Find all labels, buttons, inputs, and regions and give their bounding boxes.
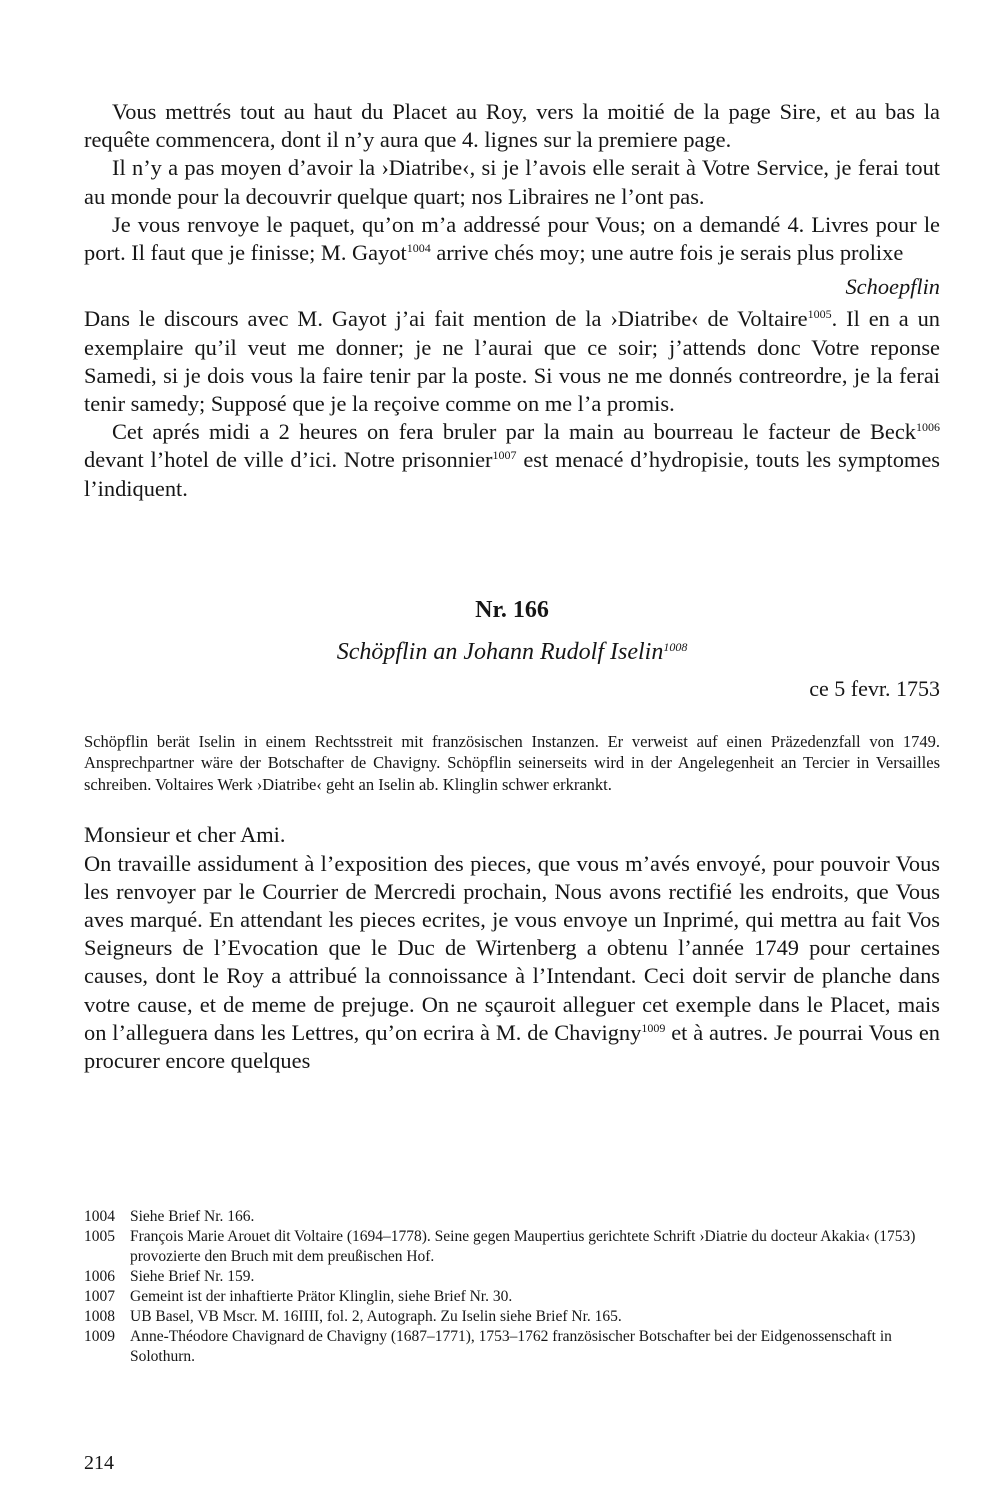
footnote (84, 1307, 940, 1327)
footnote (84, 1227, 940, 1267)
letter-body-text-b: et à autres. Je pourrai Vous en procurer encore quelques (84, 1019, 940, 1073)
footnote (84, 1327, 940, 1367)
footnote-number: 1007 (84, 1288, 115, 1305)
paragraph-3-text-a: Je vous renvoye le paquet, qu’on m’a addressé pour Vous; on a demandé 4. Livres pour le port. Il faut que je finisse; M. Gayot (84, 211, 940, 266)
footnote-text: Gemeint ist der inhaftierte Prätor Klinglin, siehe Brief Nr. 30. (130, 1288, 513, 1305)
addressee-text: Schöpflin an Johann Rudolf Iselin (336, 638, 664, 665)
letter-date: ce 5 fevr. 1753 (809, 675, 940, 701)
page-number: 214 (84, 1452, 114, 1474)
footnote (84, 1287, 940, 1307)
footnote-text: François Marie Arouet dit Voltaire (1694–1778). Seine gegen Maupertius gerichtete Schrift ›Diatrie du docteur Akakia‹ (1753) provozierte den Bruch mit dem preußischen Hof. (130, 1228, 916, 1265)
paragraph-2: Il n’y a pas moyen d’avoir la ›Diatribe‹, si je l’avois elle serait à Votre Service, je ferai tout au monde pour la decouvrir quelque quart; nos Libraires ne l’ont pas. (84, 155, 940, 209)
footnote-text: Anne-Théodore Chavignard de Chavigny (1687–1771), 1753–1762 französischer Botschafter bei der Eidgenossenschaft in Solothurn. (130, 1328, 892, 1365)
letter-summary: Schöpflin berät Iselin in einem Rechtsstreit mit französischen Instanzen. Er verweist auf einen Präzedenzfall von 1749. Ansprechpartner wäre der Botschafter de Chavigny. Schöpflin seinerseits wird in der Angelegenheit an Tercier in Versailles schreiben. Voltaires Werk ›Diatribe‹ geht an Iselin ab. Klinglin schwer erkrankt. (84, 731, 940, 794)
footnote-number: 1004 (84, 1208, 115, 1225)
signature: Schoepflin (845, 274, 940, 300)
footnote-ref-1005: 1005 (807, 307, 832, 322)
footnote-text: UB Basel, VB Mscr. M. 16IIII, fol. 2, Autograph. Zu Iselin siehe Brief Nr. 165. (130, 1308, 622, 1325)
footnote-number: 1006 (84, 1268, 115, 1285)
footnote-ref-1009: 1009 (641, 1020, 666, 1035)
footnote-ref-1006: 1006 (916, 420, 940, 435)
letter-number: Nr. 166 (475, 596, 549, 623)
paragraph-5-text-c: est menacé d’hydropisie, touts les symptomes l’indiquent. (84, 447, 940, 501)
letter-body-paragraph (84, 850, 940, 1076)
footnote-ref-1008: 1008 (663, 639, 688, 654)
paragraph-3-text-b: arrive chés moy; une autre fois je serais plus prolixe (430, 240, 904, 266)
footnote-ref-1007: 1007 (492, 448, 517, 463)
paragraph-4-text-b: . Il en a un exemplaire qu’il veut me donner; je ne l’aurai que ce soir; j’attends donc Votre reponse Samedi, si je dois vous la faire tenir par la poste. Si vous ne me donnés contreordre, je la ferai tenir samedy; Supposé que je la reçoive comme on me l’a promis. (84, 306, 940, 417)
letter-body (84, 821, 940, 1075)
footnote-number: 1005 (84, 1228, 115, 1245)
footnote (84, 1267, 940, 1287)
footnotes (84, 1207, 940, 1367)
salutation: Monsieur et cher Ami. (84, 822, 286, 848)
paragraph-5-text-b: devant l’hotel de ville d’ici. Notre prisonnier (84, 447, 493, 473)
page-body (84, 98, 940, 1075)
footnote (84, 1207, 940, 1227)
paragraph-1: Vous mettrés tout au haut du Placet au Roy, vers la moitié de la page Sire, et au bas la requête commencera, dont il n’y aura que 4. lignes sur la premiere page. (84, 99, 940, 153)
letter-heading (84, 595, 940, 669)
letter-body-text-a: On travaille assidument à l’exposition des pieces, que vous m’avés envoyé, pour pouvoir Vous les renvoyer par le Courrier de Mercredi prochain, Nous avons rectifié les endroits, que Vous aves marqué. En attendant les pieces ecrites, je vous envoye un Inprimé, qui mettra au fait Vos Seigneurs de l’Evocation que le Duc de Wirtenberg a obtenu l’année 1749 pour certaines causes, dont le Roy a attribué la connoissance à l’Intendant. Ceci doit servir de planche dans votre cause, et de meme de prejuge. On ne sçauroit alleguer cet exemple dans le Placet, mais on l’alleguera dans les Lettres, qu’on ecrira à M. de Chavigny (84, 850, 940, 1045)
paragraph-4 (84, 305, 940, 418)
footnote-text: Siehe Brief Nr. 166. (130, 1208, 255, 1225)
paragraph-3 (84, 211, 940, 267)
footnote-number: 1009 (84, 1328, 115, 1345)
footnote-number: 1008 (84, 1308, 115, 1325)
paragraph-4-text-a: Dans le discours avec M. Gayot j’ai fait mention de la ›Diatribe‹ de Voltaire (84, 306, 808, 332)
letter-addressee (84, 635, 940, 669)
footnote-ref-1004: 1004 (406, 241, 431, 256)
paragraph-5-text-a: Cet aprés midi a 2 heures on fera bruler par la main au bourreau le facteur de Beck (112, 419, 916, 445)
paragraph-5 (84, 418, 940, 503)
footnote-text: Siehe Brief Nr. 159. (130, 1268, 255, 1285)
